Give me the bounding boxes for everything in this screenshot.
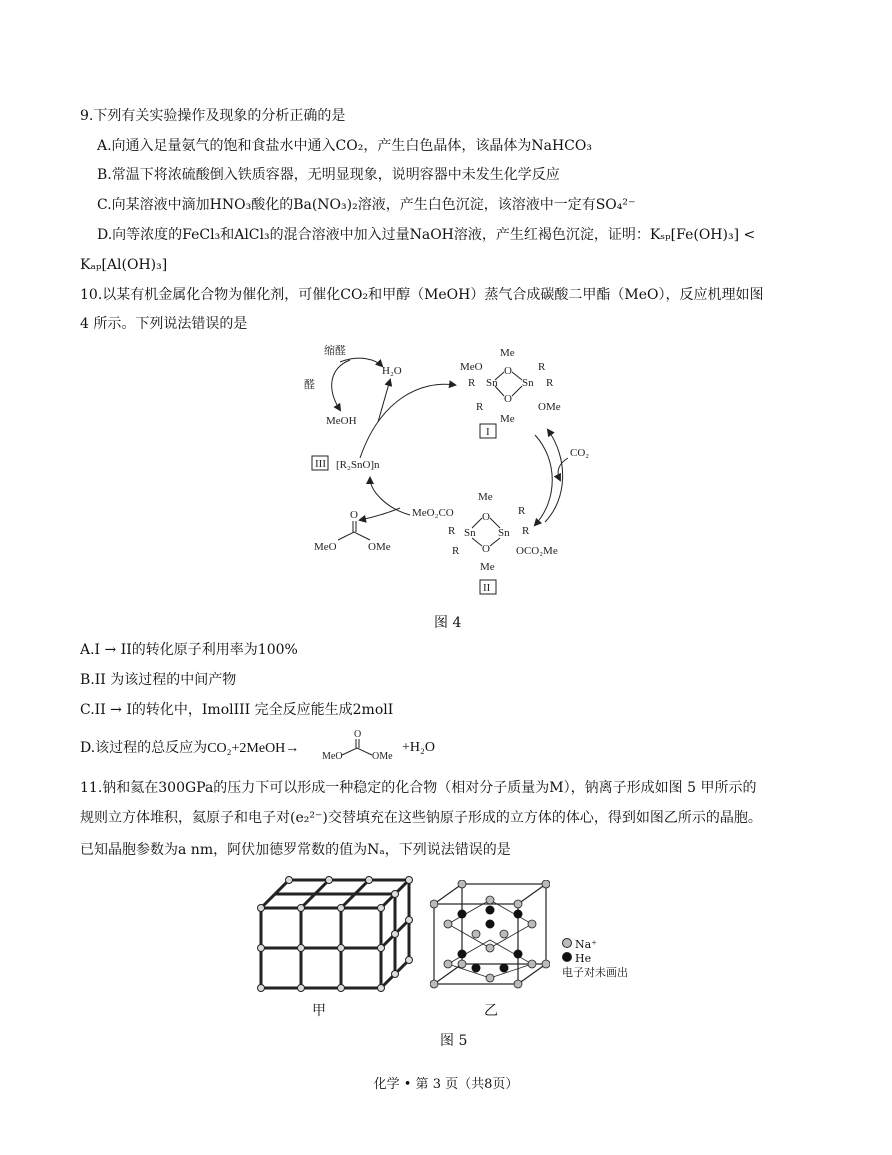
- figure-5-caption: 图 5: [440, 1033, 468, 1049]
- svg-text:OMe: OMe: [372, 751, 393, 762]
- legend-he-label: He: [575, 952, 592, 965]
- svg-text:R: R: [518, 505, 526, 517]
- svg-text:OMe: OMe: [368, 541, 391, 553]
- arrow-aldehyde: [332, 360, 350, 410]
- svg-text:Sn: Sn: [498, 527, 510, 539]
- arrow-ii-to-i: [545, 430, 563, 522]
- arrow-meoh-in: [378, 380, 390, 422]
- arrow-ii-to-iii: [370, 478, 410, 515]
- legend-he-marker: [562, 952, 572, 962]
- svg-text:R: R: [448, 525, 456, 537]
- legend-note: 电子对未画出: [562, 966, 628, 979]
- svg-text:Me: Me: [480, 561, 495, 573]
- page-footer: 化学 • 第 3 页（共8页）: [373, 1077, 519, 1092]
- svg-text:O: O: [482, 543, 490, 555]
- svg-text:Me: Me: [500, 347, 515, 359]
- svg-text:O: O: [504, 393, 512, 405]
- q10-option-d-eq: CO₂+2MeOH→: [207, 741, 300, 756]
- legend-he-row: [562, 952, 628, 966]
- q9-option-d-line1: D.向等浓度的FeCl₃和AlCl₃的混合溶液中加入过量NaOH溶液，产生红褐色沉淀，证明：Kₛₚ[Fe(OH)₃] <: [97, 227, 756, 243]
- svg-text:OMe: OMe: [538, 401, 561, 413]
- q10-option-c: C.II → I的转化中，ImolIII 完全反应能生成2molI: [80, 702, 394, 718]
- q9-option-c: C.向某溶液中滴加HNO₃酸化的Ba(NO₃)₂溶液，产生白色沉淀，该溶液中一定有SO₄²⁻: [97, 197, 636, 213]
- q10-stem-line2: 4 所示。下列说法错误的是: [80, 316, 248, 332]
- svg-text:O: O: [354, 729, 362, 740]
- arrow-iii-to-i: [360, 384, 455, 458]
- q9-option-d-line2: Kₐₚ[Al(OH)₃]: [80, 257, 168, 273]
- structure-ii: [412, 491, 558, 594]
- svg-text:R: R: [546, 377, 554, 389]
- svg-text:R: R: [538, 361, 546, 373]
- label-h2o: H₂O: [382, 365, 402, 377]
- structure-i: [460, 347, 561, 438]
- q10-option-d-h2o: +H₂O: [402, 740, 435, 755]
- svg-text:R: R: [468, 377, 476, 389]
- figure-5-legend: [562, 938, 628, 980]
- svg-text:O: O: [350, 509, 358, 521]
- svg-text:R: R: [476, 401, 484, 413]
- arrow-product: [360, 508, 400, 520]
- figure-5-yi-unit-cell: [430, 880, 550, 990]
- svg-text:MeO₂CO: MeO₂CO: [412, 507, 454, 519]
- figure-5-jia-lattice: [255, 868, 415, 998]
- q10-option-b: B.II 为该过程的中间产物: [80, 672, 237, 688]
- svg-text:O: O: [504, 365, 512, 377]
- svg-text:Me: Me: [500, 413, 515, 425]
- figure-5-label-jia: 甲: [312, 1003, 326, 1019]
- q9-option-b: B.常温下将浓硫酸倒入铁质容器，无明显现象，说明容器中未发生化学反应: [97, 167, 560, 183]
- svg-text:MeO: MeO: [322, 751, 343, 762]
- svg-text:Sn: Sn: [486, 377, 498, 389]
- q9-option-a: A.向通入足量氨气的饱和食盐水中通入CO₂，产生白色晶体，该晶体为NaHCO₃: [97, 138, 592, 154]
- svg-text:Sn: Sn: [464, 527, 476, 539]
- figure-5-label-yi: 乙: [484, 1003, 498, 1019]
- q10-stem-line1: 10.以某有机金属化合物为催化剂，可催化CO₂和甲醇（MeOH）蒸气合成碳酸二甲酯（MeO），反应机理如图: [80, 287, 764, 303]
- q10-option-d: [80, 738, 299, 759]
- figure-4-caption: 图 4: [434, 615, 462, 631]
- svg-text:R: R: [452, 545, 460, 557]
- svg-text:R: R: [522, 525, 530, 537]
- svg-text:OCO₂Me: OCO₂Me: [516, 545, 558, 557]
- legend-na-row: [562, 938, 628, 952]
- svg-text:MeO: MeO: [314, 541, 337, 553]
- label-quan: 醛: [304, 379, 315, 391]
- label-co2: CO₂: [570, 447, 590, 459]
- q10-option-a: A.I → II的转化原子利用率为100%: [80, 642, 298, 658]
- label-meoh: MeOH: [326, 415, 357, 427]
- arrow-i-to-ii: [535, 435, 552, 525]
- label-r2sno: [R₂SnO]n: [336, 459, 380, 471]
- legend-na-label: Na⁺: [575, 938, 597, 951]
- svg-text:O: O: [482, 511, 490, 523]
- svg-text:MeO: MeO: [460, 361, 483, 373]
- q10-d-carbonate-structure: [320, 728, 400, 762]
- svg-text:Me: Me: [478, 491, 493, 503]
- label-ii: II: [483, 582, 491, 594]
- legend-na-marker: [562, 938, 572, 948]
- q9-stem: 9.下列有关实验操作及现象的分析正确的是: [80, 108, 346, 124]
- q11-stem-line3: 已知晶胞参数为a nm，阿伏加德罗常数的值为Nₐ，下列说法错误的是: [80, 842, 511, 858]
- q10-option-d-prefix: D.该过程的总反应为: [80, 740, 208, 756]
- label-i: I: [486, 426, 490, 438]
- q11-stem-line1: 11.钠和氦在300GPa的压力下可以形成一种稳定的化合物（相对分子质量为M），钠离子形成如图 5 甲所示的: [80, 780, 757, 796]
- label-suoquan: 缩醛: [324, 345, 346, 357]
- svg-text:Sn: Sn: [522, 377, 534, 389]
- q11-stem-line2: 规则立方体堆积，氦原子和电子对(e₂²⁻)交替填充在这些钠原子形成的立方体的体心，得到如图乙所示的晶胞。: [80, 810, 762, 826]
- label-iii: III: [315, 458, 326, 470]
- figure-4-mechanism: [290, 340, 610, 605]
